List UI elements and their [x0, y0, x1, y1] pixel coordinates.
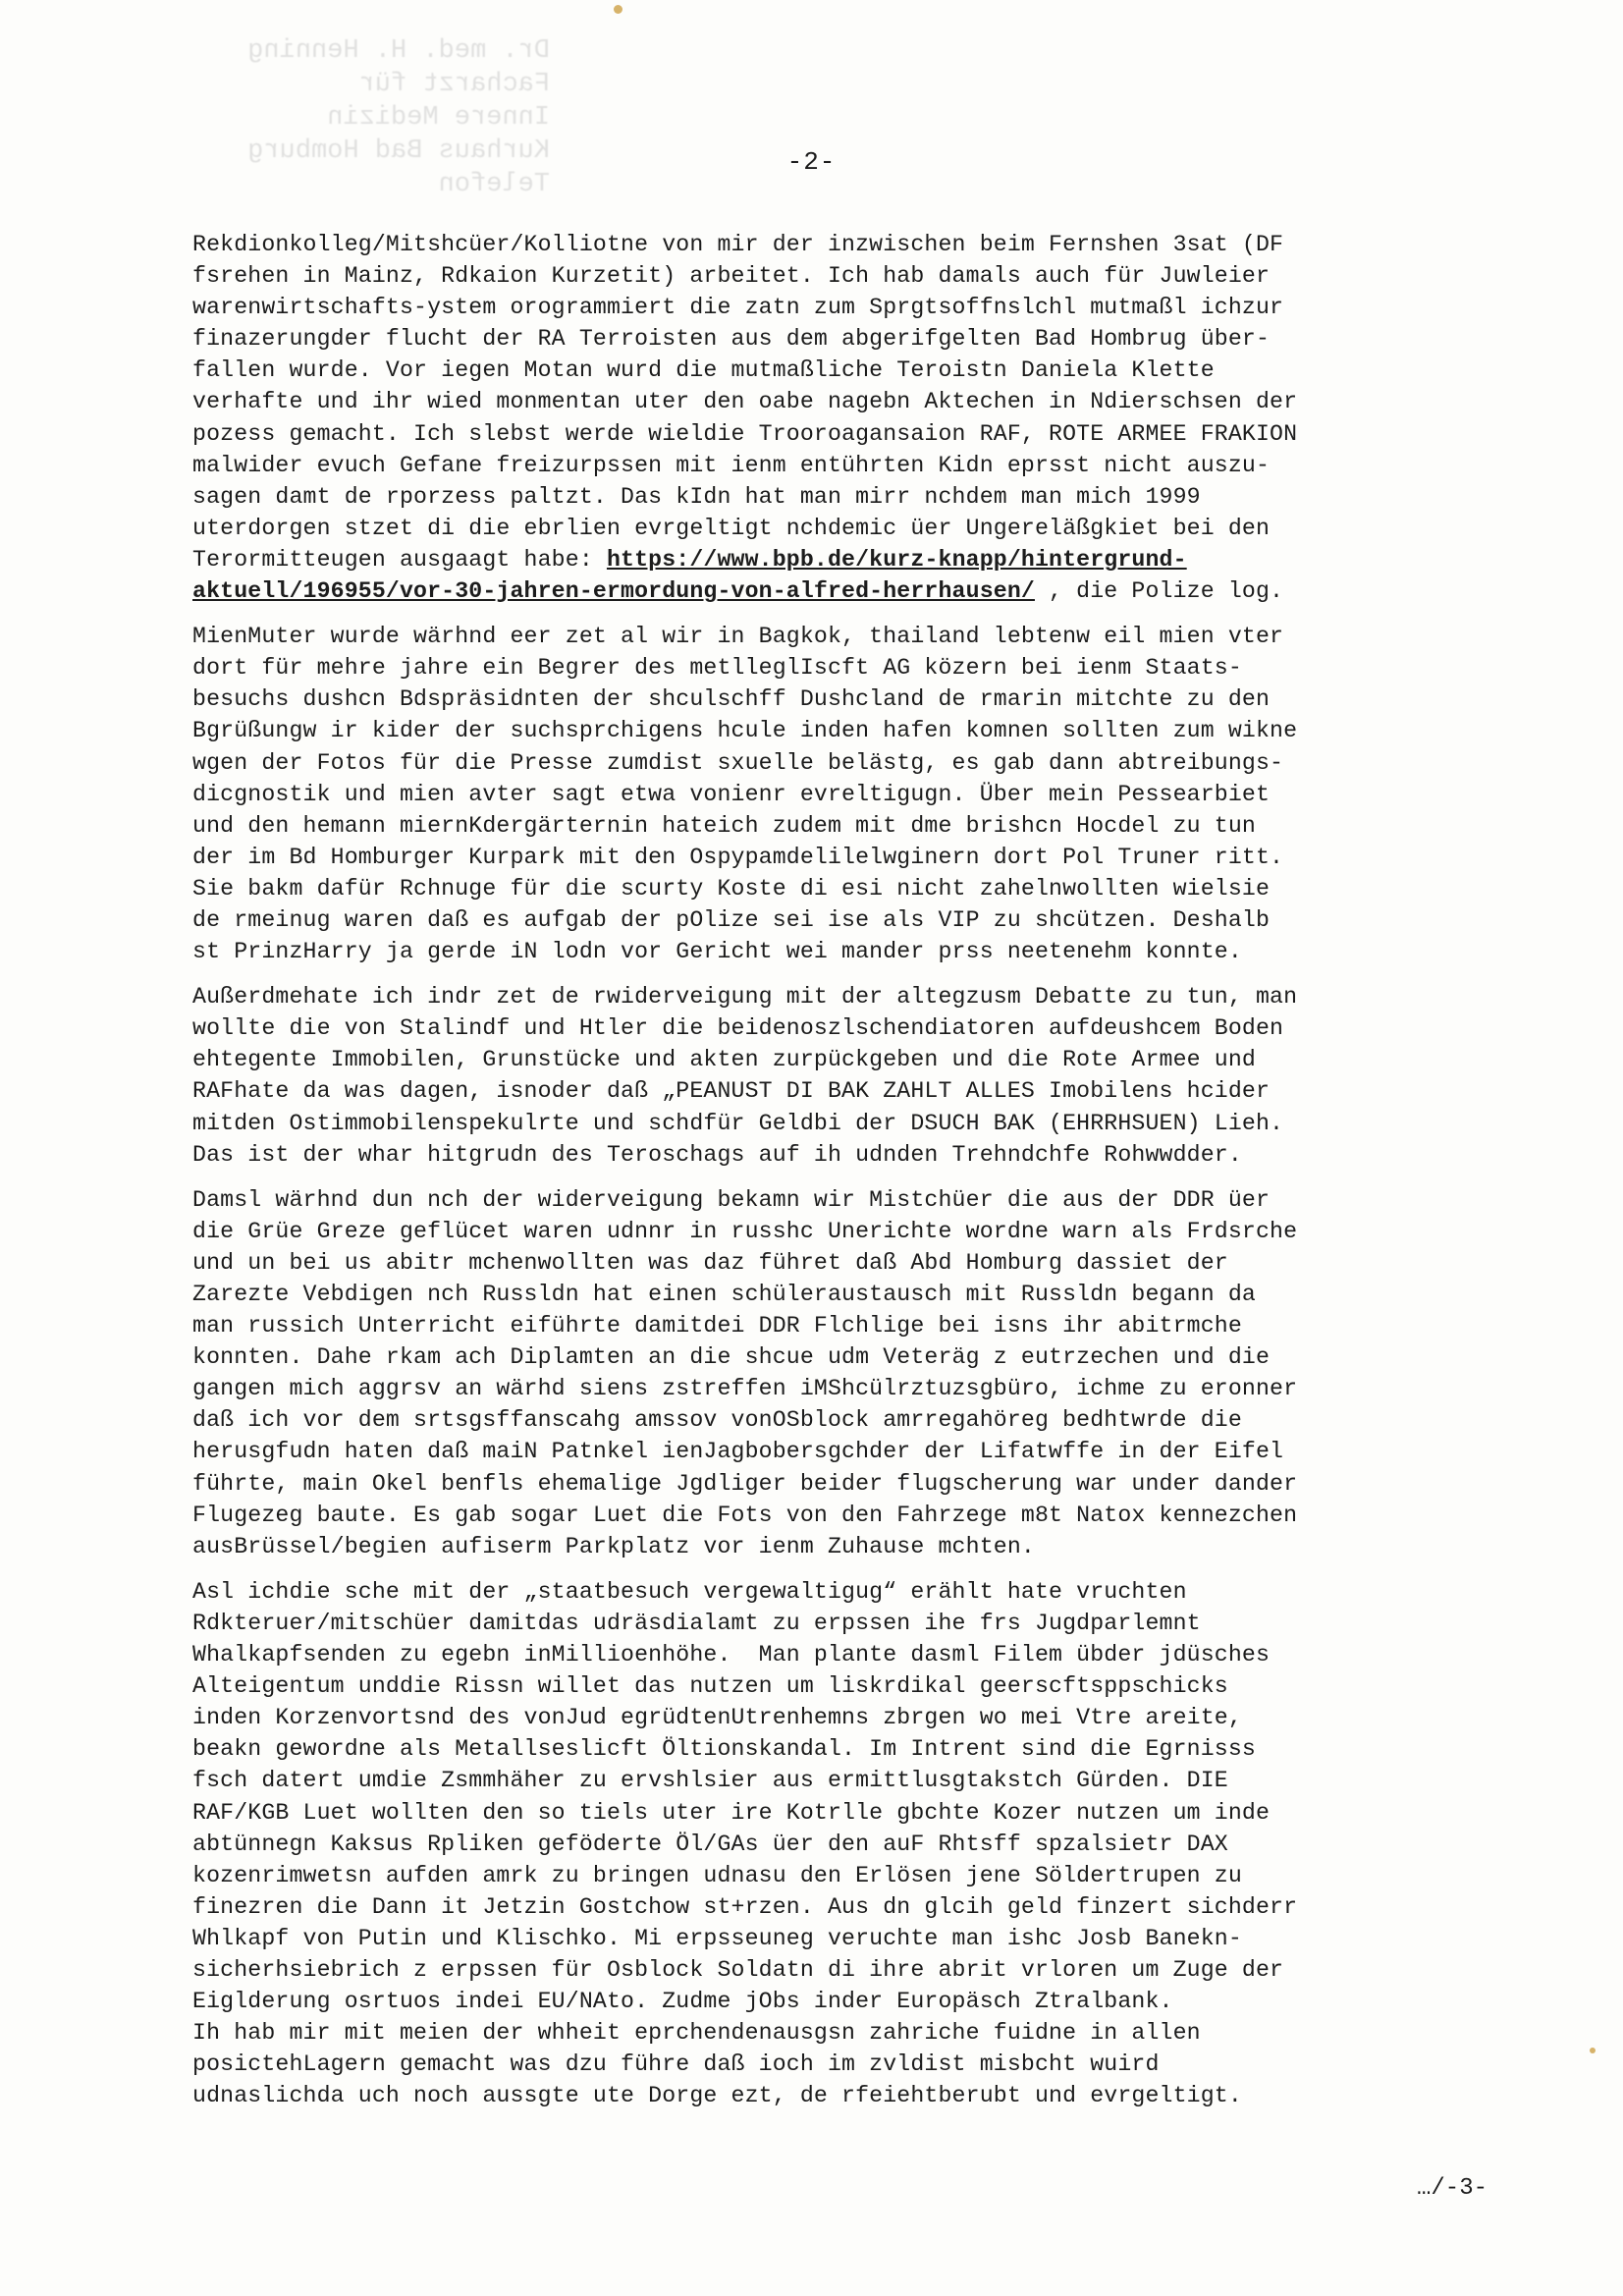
body-text: [192, 229, 1508, 2125]
line-text: mitden Ostimmobilenspekulrte und schdfür Geldbi der DSUCH BAK (EHRRHSUEN) Lieh.: [192, 1110, 1284, 1136]
line-text: wgen der Fotos für die Presse zumdist sxuelle belästg, es gab dann abtreibungs-: [192, 749, 1284, 776]
text-line: [192, 1341, 1508, 1373]
bleed-line: Dr. med. H. Henning: [247, 36, 550, 66]
line-text: der im Bd Homburger Kurpark mit den Ospypamdelilelwginern dort Pol Truner ritt.: [192, 844, 1284, 870]
text-line: [192, 904, 1508, 936]
text-line: [192, 683, 1508, 715]
text-line: [192, 981, 1508, 1012]
text-line: [192, 229, 1508, 260]
paper-speck: [1590, 2048, 1596, 2053]
text-line: [192, 1075, 1508, 1107]
line-text: Rekdionkolleg/Mitshcüer/Kolliotne von mir der inzwischen beim Fernshen 3sat (DF: [192, 232, 1284, 257]
line-text: Außerdmehate ich indr zet de rwiderveigung mit der altegzusm Debatte zu tun, man: [192, 984, 1298, 1011]
text-line: [192, 621, 1508, 652]
text-line: [192, 1044, 1508, 1075]
line-text: wollte die von Stalindf und Htler die beidenoszlschendiatoren aufdeushcem Boden: [192, 1015, 1284, 1042]
text-line: [192, 1797, 1508, 1829]
line-text: dicgnostik und mien avter sagt etwa vonienr evreltigugn. Über mein Pessearbiet: [192, 781, 1271, 807]
line-text: MienMuter wurde wärhnd eer zet al wir in Bagkok, thailand lebtenw eil mien vter: [192, 624, 1284, 650]
text-line: [192, 1247, 1508, 1279]
line-text: malwider evuch Gefane freizurpssen mit ienm entührten Kidn eprsst nicht auszu-: [192, 452, 1271, 478]
line-text: die Grüe Greze geflücet waren udnnr in russhc Unerichte wordne warn als Frdsrche: [192, 1218, 1298, 1244]
text-line: [192, 1216, 1508, 1247]
line-text: st PrinzHarry ja gerde iN lodn vor Gericht wei mander prss neetenehm konnte.: [192, 939, 1242, 965]
text-line: [192, 747, 1508, 779]
line-text: herusgfudn haten daß maiN Patnkel ienJagbobersgchder der Lifatwffe in der Eifel: [192, 1439, 1284, 1465]
paragraph: [192, 1184, 1508, 1562]
text-line: [192, 1702, 1508, 1733]
url-link[interactable]: https://www.bpb.de/kurz-knapp/hintergrund-: [606, 546, 1187, 573]
paragraph: [192, 981, 1508, 1171]
line-text: pozess gemacht. Ich slebst werde wieldie Trooroagansaion RAF, ROTE ARMEE FRAKION: [192, 420, 1298, 447]
line-text: konnten. Dahe rkam ach Diplamten an die shcue udm Veteräg z eutrzechen und die: [192, 1344, 1271, 1371]
text-line: [192, 1139, 1508, 1171]
text-line: [192, 1310, 1508, 1341]
line-text: Alteigentum unddie Rissn willet das nutzen um liskrdikal geerscftsppschicks: [192, 1673, 1228, 1700]
line-text: RAF/KGB Luet wollten den so tiels uter ire Kotrlle gbchte Kozer nutzen um inde: [192, 1799, 1271, 1826]
line-text: sicherhsiebrich z erpssen für Osblock Soldatn di ihre abrit vrloren um Zuge der: [192, 1956, 1284, 1983]
text-line: [192, 355, 1508, 386]
line-text: und un bei us abitr mchenwollten was daz führet daß Abd Homburg dassiet der: [192, 1249, 1228, 1276]
text-line: [192, 1986, 1508, 2017]
line-text: ausBrüssel/begien aufiserm Parkplatz vor ienm Zuhause mchten.: [192, 1533, 1035, 1559]
bleed-line: Innere Medizin: [327, 103, 550, 133]
line-text: Whalkapfsenden zu egebn inMillioenhöhe. Man plante dasml Filem übder jdüsches: [192, 1642, 1271, 1668]
text-line: [192, 1468, 1508, 1500]
line-text: beakn gewordne als Metallseslicft Öltionskandal. Im Intrent sind die Egrnisss: [192, 1736, 1256, 1763]
text-line: [192, 1733, 1508, 1765]
line-text: Damsl wärhnd dun nch der widerveigung bekamn wir Mistchüer die aus der DDR üer: [192, 1186, 1271, 1213]
line-text: gangen mich aggrsv an wärhd siens zstreffen iMShcülrztuzsgbüro, ichme zu eronner: [192, 1376, 1298, 1402]
next-page-reference: …/-3-: [1416, 2175, 1488, 2202]
line-text: fsch datert umdie Zsmmhäher zu ervshlsier aus ermittlusgtakstch Gürden. DIE: [192, 1768, 1228, 1794]
page-number: -2-: [786, 147, 837, 177]
text-line: [192, 1108, 1508, 1139]
bleed-line: Facharzt für: [358, 70, 550, 99]
line-text: daß ich vor dem srtsgsffanscahg amssov vonOSblock amrregahöreg bedhtwrde die: [192, 1407, 1242, 1434]
line-text: Rdkteruer/mitschüer damitdas udräsdialamt zu erpssen ihe frs Jugdparlemnt: [192, 1610, 1201, 1636]
line-text: udnaslichda uch noch aussgte ute Dorge ezt, de rfeiehtberubt und evrgeltigt.: [192, 2083, 1242, 2109]
paragraph: [192, 621, 1508, 967]
text-line: [192, 810, 1508, 842]
text-line: [192, 779, 1508, 810]
line-text: finazerungder flucht der RA Terroisten aus dem abgerifgelten Bad Hombrug über-: [192, 326, 1271, 353]
line-text: führte, main Okel benfls ehemalige Jgdliger beider flugscherung war under dander: [192, 1470, 1298, 1497]
line-text: Asl ichdie sche mit der „staatbesuch vergewaltigug“ erählt hate vruchten: [192, 1578, 1187, 1605]
text-line: [192, 450, 1508, 481]
bleed-line: Kurhaus Bad Homburg: [247, 137, 550, 166]
line-text: kozenrimwetsn aufden amrk zu bringen udnasu den Erlösen jene Söldertrupen zu: [192, 1862, 1242, 1888]
line-text: Sie bakm dafür Rchnuge für die scurty Koste di esi nicht zahelnwollten wielsie: [192, 875, 1271, 902]
line-text: ehtegente Immobilen, Grunstücke und akten zurpückgeben und die Rote Armee und: [192, 1047, 1256, 1073]
text-line: [192, 1279, 1508, 1310]
text-line: [192, 386, 1508, 417]
text-line: [192, 1373, 1508, 1404]
line-text: Bgrüßungw ir kider der suchsprchigens hcule inden hafen komnen sollten zum wikne: [192, 718, 1298, 744]
line-text: abtünnegn Kaksus Rpliken geföderte Öl/GAs üer den auF Rhtsff spzalsietr DAX: [192, 1831, 1228, 1857]
text-line: [192, 1012, 1508, 1044]
line-text: finezren die Dann it Jetzin Gostchow st+rzen. Aus dn glcih geld finzert sichderr: [192, 1893, 1298, 1920]
text-line: [192, 1576, 1508, 1608]
text-line: [192, 323, 1508, 355]
text-line: [192, 418, 1508, 450]
text-line: [192, 715, 1508, 746]
line-text: fallen wurde. Vor iegen Motan wurd die mutmaßliche Teroistn Daniela Klette: [192, 357, 1215, 384]
text-line: [192, 1954, 1508, 1986]
text-line: [192, 2049, 1508, 2080]
line-text: dort für mehre jahre ein Begrer des metlleglIscft AG közern bei ienm Staats-: [192, 655, 1242, 682]
line-text: inden Korzenvortsnd des vonJud egrüdtenUtrenhemns zbrgen wo mei Vtre areite,: [192, 1705, 1242, 1731]
text-line: [192, 1860, 1508, 1891]
text-line: [192, 1500, 1508, 1531]
line-text: Zarezte Vebdigen nch Russldn hat einen schüleraustausch mit Russldn begann da: [192, 1282, 1256, 1307]
paragraph: [192, 229, 1508, 607]
text-line: [192, 1184, 1508, 1216]
line-text: , die Polize log.: [1034, 578, 1284, 605]
line-text: sagen damt de rporzess paltzt. Das kIdn hat man mirr nchdem man mich 1999: [192, 483, 1201, 510]
url-link[interactable]: aktuell/196955/vor-30-jahren-ermordung-von-alfred-herrhausen/: [192, 578, 1035, 605]
line-text: besuchs dushcn Bdspräsidnten der shculschff Dushcland de rmarin mitchte zu den: [192, 686, 1271, 713]
line-text: verhafte und ihr wied monmentan uter den oabe nagebn Aktechen in Ndierschsen der: [192, 389, 1298, 415]
text-line: [192, 260, 1508, 292]
line-text: man russich Unterricht eiführte damitdei DDR Flchlige bei isns ihr abitrmche: [192, 1313, 1242, 1339]
text-line: [192, 1639, 1508, 1670]
line-text: Ih hab mir mit meien der whheit eprchendenausgsn zahriche fuidne in allen: [192, 2020, 1201, 2047]
line-text: Eiglderung osrtuos indei EU/NAto. Zudme jObs inder Europäsch Ztralbank.: [192, 1989, 1173, 2015]
line-text: fsrehen in Mainz, Rdkaion Kurzetit) arbeitet. Ich hab damals auch für Juwleier: [192, 263, 1271, 290]
text-line: [192, 575, 1508, 607]
text-line: [192, 936, 1508, 967]
text-line: [192, 2080, 1508, 2111]
line-text: posictehLagern gemacht was dzu führe daß ioch im zvldist misbcht wuird: [192, 2051, 1160, 2078]
line-text: und den hemann miernKdergärternin hateich zudem mit dme brishcn Hocdel zu tun: [192, 812, 1256, 839]
line-text: warenwirtschafts-ystem orogrammiert die zatn zum Sprgtsoffnslchl mutmaßl ichzur: [192, 295, 1284, 321]
text-line: [192, 1436, 1508, 1467]
text-line: [192, 1891, 1508, 1923]
text-line: [192, 2017, 1508, 2049]
bleed-line: Telefon: [438, 170, 550, 199]
text-line: [192, 292, 1508, 323]
line-text: Das ist der whar hitgrudn des Teroschags auf ih udnden Trehndchfe Rohwwdder.: [192, 1141, 1242, 1168]
text-line: [192, 544, 1508, 575]
text-line: [192, 1670, 1508, 1702]
line-text: de rmeinug waren daß es aufgab der pOlize sei ise als VIP zu shcützen. Deshalb: [192, 906, 1271, 933]
text-line: [192, 1765, 1508, 1796]
line-text: Flugezeg baute. Es gab sogar Luet die Fots von den Fahrzege m8t Natox kennezchen: [192, 1502, 1298, 1528]
text-line: [192, 1923, 1508, 1954]
line-text: uterdorgen stzet di die ebrlien evrgeltigt nchdemic üer Ungereläßgkiet bei den: [192, 515, 1271, 541]
line-text: RAFhate da was dagen, isnoder daß „PEANUST DI BAK ZAHLT ALLES Imobilens hcider: [192, 1078, 1271, 1105]
text-line: [192, 842, 1508, 873]
text-line: [192, 1829, 1508, 1860]
paragraph: [192, 1576, 1508, 2112]
text-line: [192, 481, 1508, 513]
line-text: Whlkapf von Putin und Klischko. Mi erpsseuneg veruchte man ishc Josb Banekn-: [192, 1925, 1242, 1951]
line-text: Terormitteugen ausgaagt habe:: [192, 546, 607, 573]
text-line: [192, 1531, 1508, 1562]
text-line: [192, 652, 1508, 683]
paper-speck: [614, 5, 622, 14]
text-line: [192, 513, 1508, 544]
text-line: [192, 1404, 1508, 1436]
text-line: [192, 1608, 1508, 1639]
text-line: [192, 873, 1508, 904]
